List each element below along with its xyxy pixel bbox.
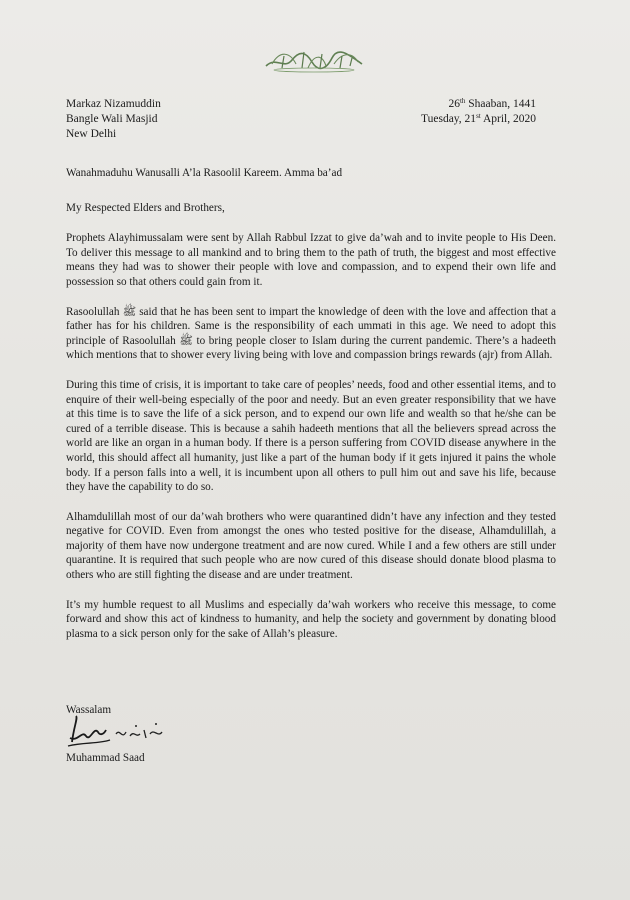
address-line: Bangle Wali Masjid (66, 113, 158, 125)
opening-line: Wanahmaduhu Wanusalli A’la Rasoolil Kareem. Amma ba’ad (66, 167, 343, 179)
signer-name: Muhammad Saad (66, 752, 145, 764)
sender-address (66, 97, 161, 142)
address-line: New Delhi (66, 128, 117, 140)
letter-body (66, 166, 556, 656)
gregorian-date: Tuesday, 21st April, 2020 (421, 112, 536, 125)
bismillah-calligraphy-icon (262, 44, 366, 74)
signature-icon (64, 712, 174, 754)
hijri-date: 26th Shaaban, 1441 (448, 97, 536, 110)
paragraph: Alhamdulillah most of our da’wah brothers who were quarantined didn’t have any infection and they tested negative for COVID. Even from amongst the ones who tested positive for the disease, Alhamdulillah, a majority of them have now undergone treatment and are now cured. While I and a few others are still under quarantine. It is required that such people who are now cured of this disease should donate blood plasma to others who are still fighting the disease and are under treatment. (66, 510, 556, 582)
address-line: Markaz Nizamuddin (66, 98, 161, 110)
letter-date (421, 97, 536, 127)
paragraph: It’s my humble request to all Muslims and especially da’wah workers who receive this message, to come forward and show this act of kindness to humanity, and help the society and government by donating blood plasma to a sick person only for the sake of Allah’s pleasure. (66, 598, 556, 640)
paragraph: Prophets Alayhimussalam were sent by Allah Rabbul Izzat to give da’wah and to invite people to His Deen. To deliver this message to all mankind and to bring them to the path of truth, the biggest and most effective means they had was to shower their people with love and compassion, and to expend their own life and possession so that others could gain from it. (66, 232, 556, 288)
paragraph: During this time of crisis, it is important to take care of peoples’ needs, food and other essential items, and to enquire of their well-being especially of the poor and needy. But an even greater responsibility that we have at this time is to save the life of a sick person, and to expend our own life and wealth so that he/she can be cured of a terrible disease. This is because a sahih hadeeth mentions that all the believers spread across the world are like an organ in a human body. If there is a person suffering from COVID disease anywhere in the world, this should affect all humanity, just like a part of the human body if it gets injured it pains the whole body. If a person falls into a well, it is incumbent upon all others to pull him out and save his life, because they have the capability to do so. (66, 378, 556, 494)
closing-word: Wassalam (66, 704, 112, 716)
salutation: My Respected Elders and Brothers, (66, 201, 225, 214)
paragraph: Rasoolullah ﷺ said that he has been sent to impart the knowledge of deen with the love and affection that a father has for his children. Same is the responsibility of each ummati in this age. We need to adopt this principle of Rasoolullah ﷺ to bring people closer to Islam during the current pandemic. There’s a hadeeth which mentions that to shower every living being with love and compassion brings rewards (ajr) from Allah. (66, 305, 557, 362)
